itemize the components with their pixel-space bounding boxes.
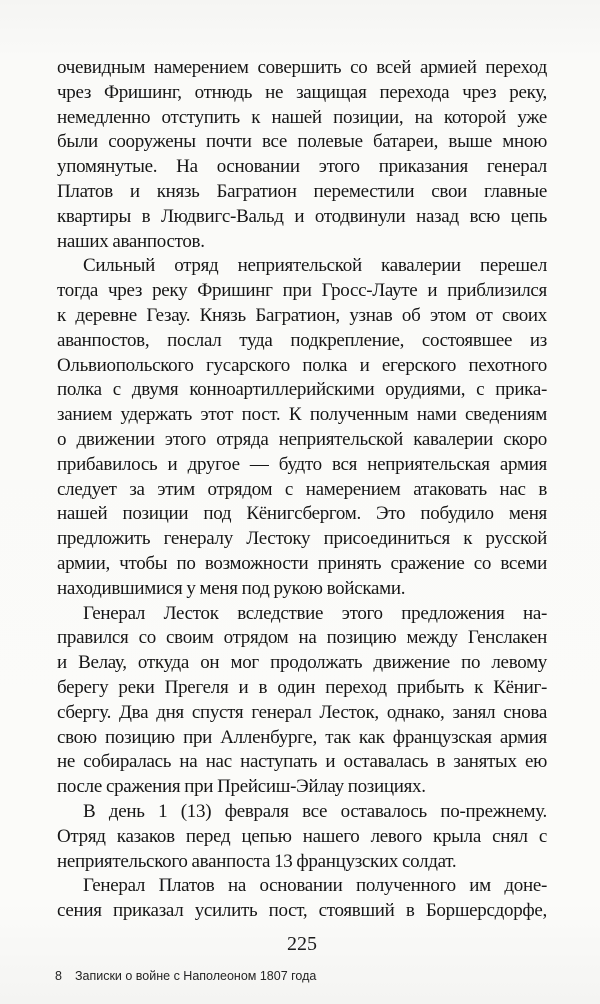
text-line: сения приказал усилить пост, стоявший в Боршерсдорфе, [57, 900, 547, 922]
text-line: чрез Фришинг, отнюдь не защищая перехода чрез реку, [57, 81, 547, 103]
text-line: свою позицию при Алленбурге, так как французская армия [57, 726, 547, 748]
text-line: берегу реки Прегеля и в один переход прибыть к Кёниг- [57, 676, 547, 698]
running-title: Записки о войне с Наполеоном 1807 года [74, 969, 317, 983]
imprint-line [55, 969, 316, 984]
text-line: полка с двумя конноартиллерийскими орудиями, с прика- [57, 379, 547, 401]
paragraph [57, 602, 547, 800]
text-line: правился со своим отрядом на позицию между Генслакен [57, 627, 547, 649]
text-line: следует за этим отрядом с намерением атаковать нас в [57, 478, 547, 500]
text-line: Ольвиопольского гусарского полка и егерского пехотного [57, 354, 547, 376]
text-line: наших аванпостов. [57, 230, 205, 252]
paragraph [57, 800, 547, 874]
text-line: упомянутые. На основании этого приказания генерал [57, 156, 547, 178]
text-line: Сильный отряд неприятельской кавалерии перешел [83, 255, 547, 277]
text-line: тогда чрез реку Фришинг при Гросс-Лауте и приблизился [57, 280, 547, 302]
text-line: не собиралась на нас наступать и оставалась в занятых ею [57, 751, 547, 773]
text-line: сбергу. Два дня спустя генерал Лесток, однако, занял снова [57, 701, 547, 723]
text-line: и Велау, откуда он мог продолжать движение по левому [57, 652, 547, 674]
text-line: Платов и князь Багратион переместили свои главные [57, 180, 547, 202]
text-line: Генерал Лесток вследствие этого предложения на- [83, 602, 547, 624]
paragraph [57, 254, 547, 601]
text-line: о движении этого отряда неприятельской кавалерии скоро [57, 428, 547, 450]
page-number: 225 [287, 933, 317, 955]
text-line: неприятельского аванпоста 13 французских солдат. [57, 850, 457, 872]
text-line: очевидным намерением совершить со всей армией переход [57, 57, 547, 78]
text-line: прибавилось и другое — будто вся неприятельская армия [57, 453, 547, 475]
text-line: к деревне Гезау. Князь Багратион, узнав об этом от своих [57, 304, 547, 326]
text-line: занием удержать этот пост. К полученным нами сведениям [57, 404, 547, 426]
text-line: Отряд казаков перед цепью нашего левого крыла снял с [57, 825, 547, 847]
text-line: после сражения при Прейсиш-Эйлау позициях. [57, 776, 426, 798]
text-line: находившимися у меня под рукою войсками. [57, 577, 406, 599]
text-line: были сооружены почти все полевые батареи, выше мною [57, 131, 547, 153]
paragraph [57, 56, 547, 254]
paragraph [57, 874, 547, 924]
text-block [57, 56, 547, 924]
text-line: предложить генералу Лестоку присоединиться к русской [57, 528, 547, 550]
text-line: квартиры в Людвигс-Вальд и отодвинули назад всю цепь [57, 205, 547, 227]
text-line: В день 1 (13) февраля все оставалось по-прежнему. [83, 800, 547, 822]
text-line: армии, чтобы по возможности принять сражение со всеми [57, 552, 547, 574]
text-line: аванпостов, послал туда подкрепление, состоявшее из [57, 329, 547, 351]
text-line: немедленно отступить к нашей позиции, на которой уже [57, 106, 547, 128]
text-line: Генерал Платов на основании полученного им доне- [83, 875, 547, 897]
sheet-number: 8 [55, 969, 62, 983]
text-line: нашей позиции под Кёнигсбергом. Это побудило меня [57, 503, 547, 525]
